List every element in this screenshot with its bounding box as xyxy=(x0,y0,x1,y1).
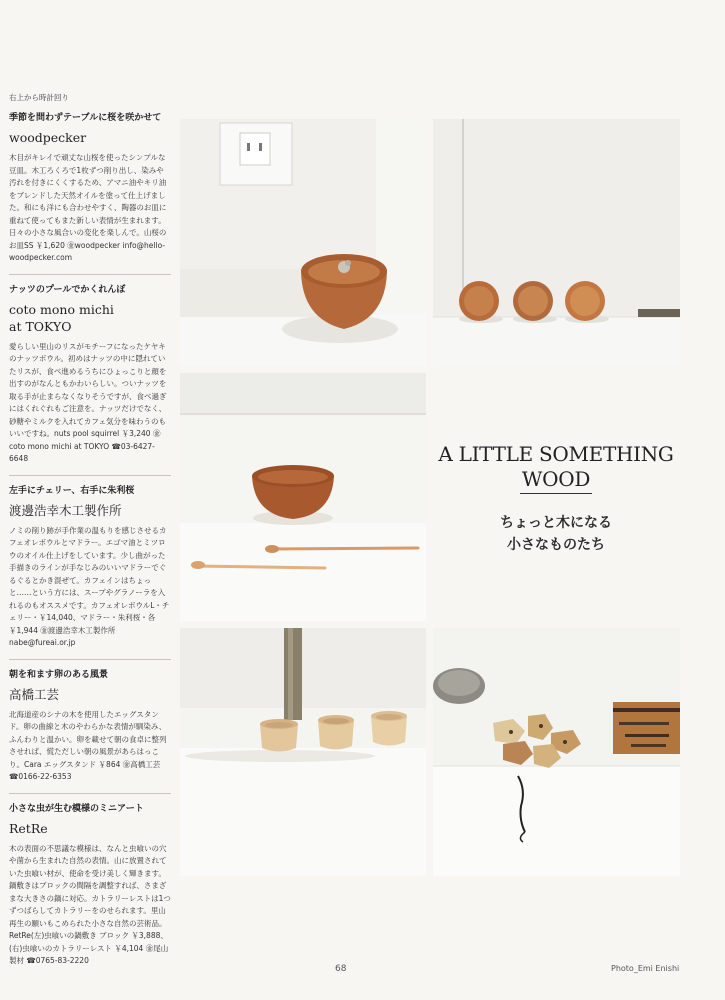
page-number: 68 xyxy=(335,964,347,974)
entry-subtitle: 小さな虫が生む模様のミニアート xyxy=(9,803,144,814)
photo-small-plates xyxy=(433,119,680,366)
entry-woodpecker xyxy=(9,112,171,275)
feature-title-block xyxy=(432,370,680,620)
entry-name: woodpecker xyxy=(9,130,87,145)
entry-name: 渡邊浩幸木工製作所 xyxy=(9,502,122,518)
feature-title-en-line2: WOOD xyxy=(520,467,592,494)
entry-subtitle: 朝を和ます卵のある風景 xyxy=(9,669,109,680)
entry-description: 木目がキレイで頑丈な山桜を使ったシンプルな豆皿。木工ろくろで1枚ずつ削り出し、染みや汚れを付きにくくするため、アマニ油やキリ油をブレンドした天然オイルを塗って仕上げました。和にも洋にも合わせやすく、陶器のお皿に重ねて使ってもまた新しい表情が生まれます。日々の小さな風合いの変化を楽しんで。山桜のお皿SS ￥1,620 ㊎woodpecker info@hello-woodpecker.com xyxy=(9,153,167,262)
photo-wood-blocks xyxy=(433,628,680,876)
entry-takahashi xyxy=(9,669,171,794)
photo-credit: Photo_Emi Enishi xyxy=(611,964,680,973)
entry-subtitle: ナッツのプールでかくれんぼ xyxy=(9,284,126,295)
entry-name: coto mono michi at TOKYO xyxy=(9,301,114,334)
entry-description: ノミの削り跡が手作業の温もりを感じさせるカフェオレボウルとマドラー。エゴマ油とミツロウのオイル仕上げをしています。少し曲がった手描きのラインが手なじみのいいマドラーでぐるぐるとかき混ぜて。カフェインはちょっと……という方には、スープやグラノーラを入れるのもオススメです。カフェオレボウルL・チェリー・￥14,040、マドラー・朱利桜・各￥1,944 ㊎渡邊浩幸木工製作所 nabe@fureai.or.jp xyxy=(9,525,170,647)
order-label: 右上から時計回り xyxy=(9,93,69,102)
entry-watanabe xyxy=(9,485,171,660)
feature-title-en-line1: A LITTLE SOMETHING xyxy=(438,442,674,466)
entry-coto-mono-michi xyxy=(9,284,171,476)
entry-subtitle: 季節を問わずテーブルに桜を咲かせて xyxy=(9,113,162,123)
entry-description: 愛らしい里山のリスがモチーフになったケヤキのナッツボウル。初めはナッツの中に隠れていたリスが、食べ進めるうちにひょっこりと顔を出すのがなんともかわいらしい。ついナッツを取る手が止まらなくなりそうですが、食べ過ぎにはくれぐれもご注意を。ナッツだけでなく、砂糖やミルクを入れてカフェ気分を味わうのもいいですね。nuts pool squirrel ￥3,240 ㊎coto mono michi at TOKYO ☎03-6427-6648 xyxy=(9,341,167,463)
entry-name: RetRe xyxy=(9,820,48,836)
product-list xyxy=(9,92,171,986)
entry-description: 木の表面の不思議な模様は、なんと虫喰いの穴や菌から生まれた自然の表情。山に放置されていた虫喰い材が、使命を受け美しく輝きます。鍋敷きはブロックの間隔を調整すれば、さまざまな大きさの鍋に対応。カトラリーレストは1つずつばらしてカトラリーをのせられます。里山再生の願いもこめられた小さな自然の芸術品。RetRe(左)虫喰いの鍋敷き ブロック ￥3,888、(右)虫喰いのカトラリーレスト ￥4,104 ㊎尾山製材 ☎0765-83-2220 xyxy=(9,843,171,965)
entry-subtitle: 左手にチェリー、右手に朱利桜 xyxy=(9,485,135,496)
photo-cafe-bowl xyxy=(180,373,426,621)
feature-title-jp: ちょっと木になる 小さなものたち xyxy=(500,515,612,553)
entry-retre xyxy=(9,803,171,977)
entry-description: 北海道産のシナの木を使用したエッグスタンド。卵の曲線と木のやわらかな表情が馴染み、ふんわりと温かい。卵を載せて朝の食卓に整列させれば、慌ただしい朝の風景があらはっこり。Cara エッグスタンド ￥864 ㊎高橋工芸 ☎0166-22-6353 xyxy=(9,709,167,781)
photo-nut-bowl xyxy=(180,119,426,366)
feature-title-en xyxy=(432,442,680,494)
entry-name: 高橋工芸 xyxy=(9,686,60,702)
photo-egg-stands xyxy=(180,628,426,876)
